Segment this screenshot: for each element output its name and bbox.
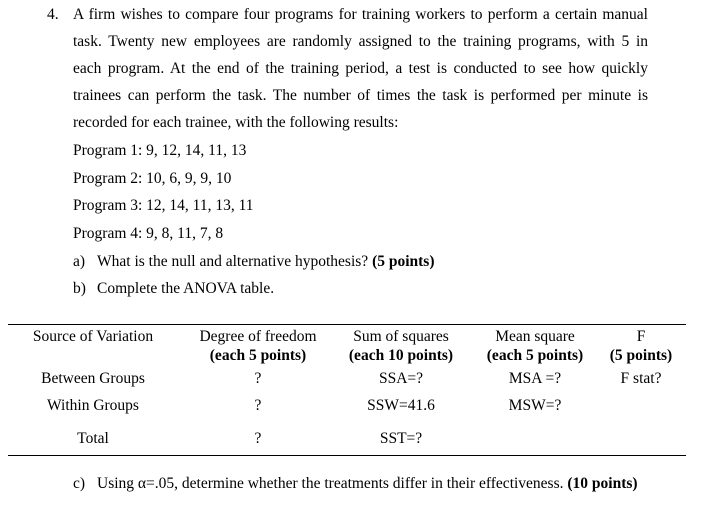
header-source: Source of Variation bbox=[32, 328, 154, 345]
part-a-label: a) bbox=[73, 253, 86, 270]
question-text-line-5: recorded for each trainee, with the following results: bbox=[73, 114, 399, 131]
row-within-ms: MSW=? bbox=[508, 397, 562, 414]
program-1-results: Program 1: 9, 12, 14, 11, 13 bbox=[73, 142, 247, 159]
row-within-df: ? bbox=[254, 397, 262, 414]
question-text-line-4: trainees can perform the task. The number of times the task is performed per minute is bbox=[73, 87, 648, 104]
part-a-text: What is the null and alternative hypothesis? bbox=[97, 253, 373, 270]
row-total-ss: SST=? bbox=[379, 430, 423, 447]
part-a-points: (5 points) bbox=[372, 253, 435, 270]
part-b-label: b) bbox=[73, 280, 86, 297]
row-within-source: Within Groups bbox=[47, 397, 139, 414]
row-between-df: ? bbox=[254, 370, 262, 387]
question-text-line-1: A firm wishes to compare four programs for training workers to perform a certain manual bbox=[73, 6, 648, 23]
header-f: F bbox=[636, 328, 646, 345]
header-df-points: (each 5 points) bbox=[209, 347, 307, 364]
question-number: 4. bbox=[47, 6, 59, 23]
row-within-ss: SSW=41.6 bbox=[367, 397, 435, 414]
program-4-results: Program 4: 9, 8, 11, 7, 8 bbox=[73, 225, 224, 242]
header-ms-points: (each 5 points) bbox=[486, 347, 584, 364]
question-text-line-2: task. Twenty new employees are randomly assigned to the training programs, with 5 in bbox=[73, 33, 648, 50]
row-total-df: ? bbox=[254, 430, 262, 447]
program-3-results: Program 3: 12, 14, 11, 13, 11 bbox=[73, 197, 254, 214]
part-b bbox=[73, 278, 274, 300]
row-between-source: Between Groups bbox=[41, 370, 145, 387]
part-c bbox=[73, 473, 638, 495]
header-df: Degree of freedom bbox=[199, 328, 317, 345]
part-c-label: c) bbox=[73, 475, 86, 492]
program-2-results: Program 2: 10, 6, 9, 9, 10 bbox=[73, 170, 232, 187]
row-between-ss: SSA=? bbox=[378, 370, 424, 387]
header-ss: Sum of squares bbox=[353, 328, 449, 345]
table-bottom-rule bbox=[8, 455, 686, 456]
header-ms: Mean square bbox=[495, 328, 575, 345]
question-text-line-3: each program. At the end of the training period, a test is conducted to see how quickly bbox=[73, 60, 648, 77]
part-b-text: Complete the ANOVA table. bbox=[97, 280, 275, 297]
row-between-f: F stat? bbox=[620, 370, 662, 387]
row-between-ms: MSA =? bbox=[508, 370, 562, 387]
header-ss-points: (each 10 points) bbox=[348, 347, 454, 364]
part-c-text: Using α=.05, determine whether the treatments differ in their effectiveness. bbox=[97, 475, 568, 492]
row-total-source: Total bbox=[77, 430, 109, 447]
part-c-points: (10 points) bbox=[567, 475, 638, 492]
header-f-points: (5 points) bbox=[609, 347, 673, 364]
part-a bbox=[73, 251, 435, 273]
table-top-rule bbox=[8, 324, 686, 325]
